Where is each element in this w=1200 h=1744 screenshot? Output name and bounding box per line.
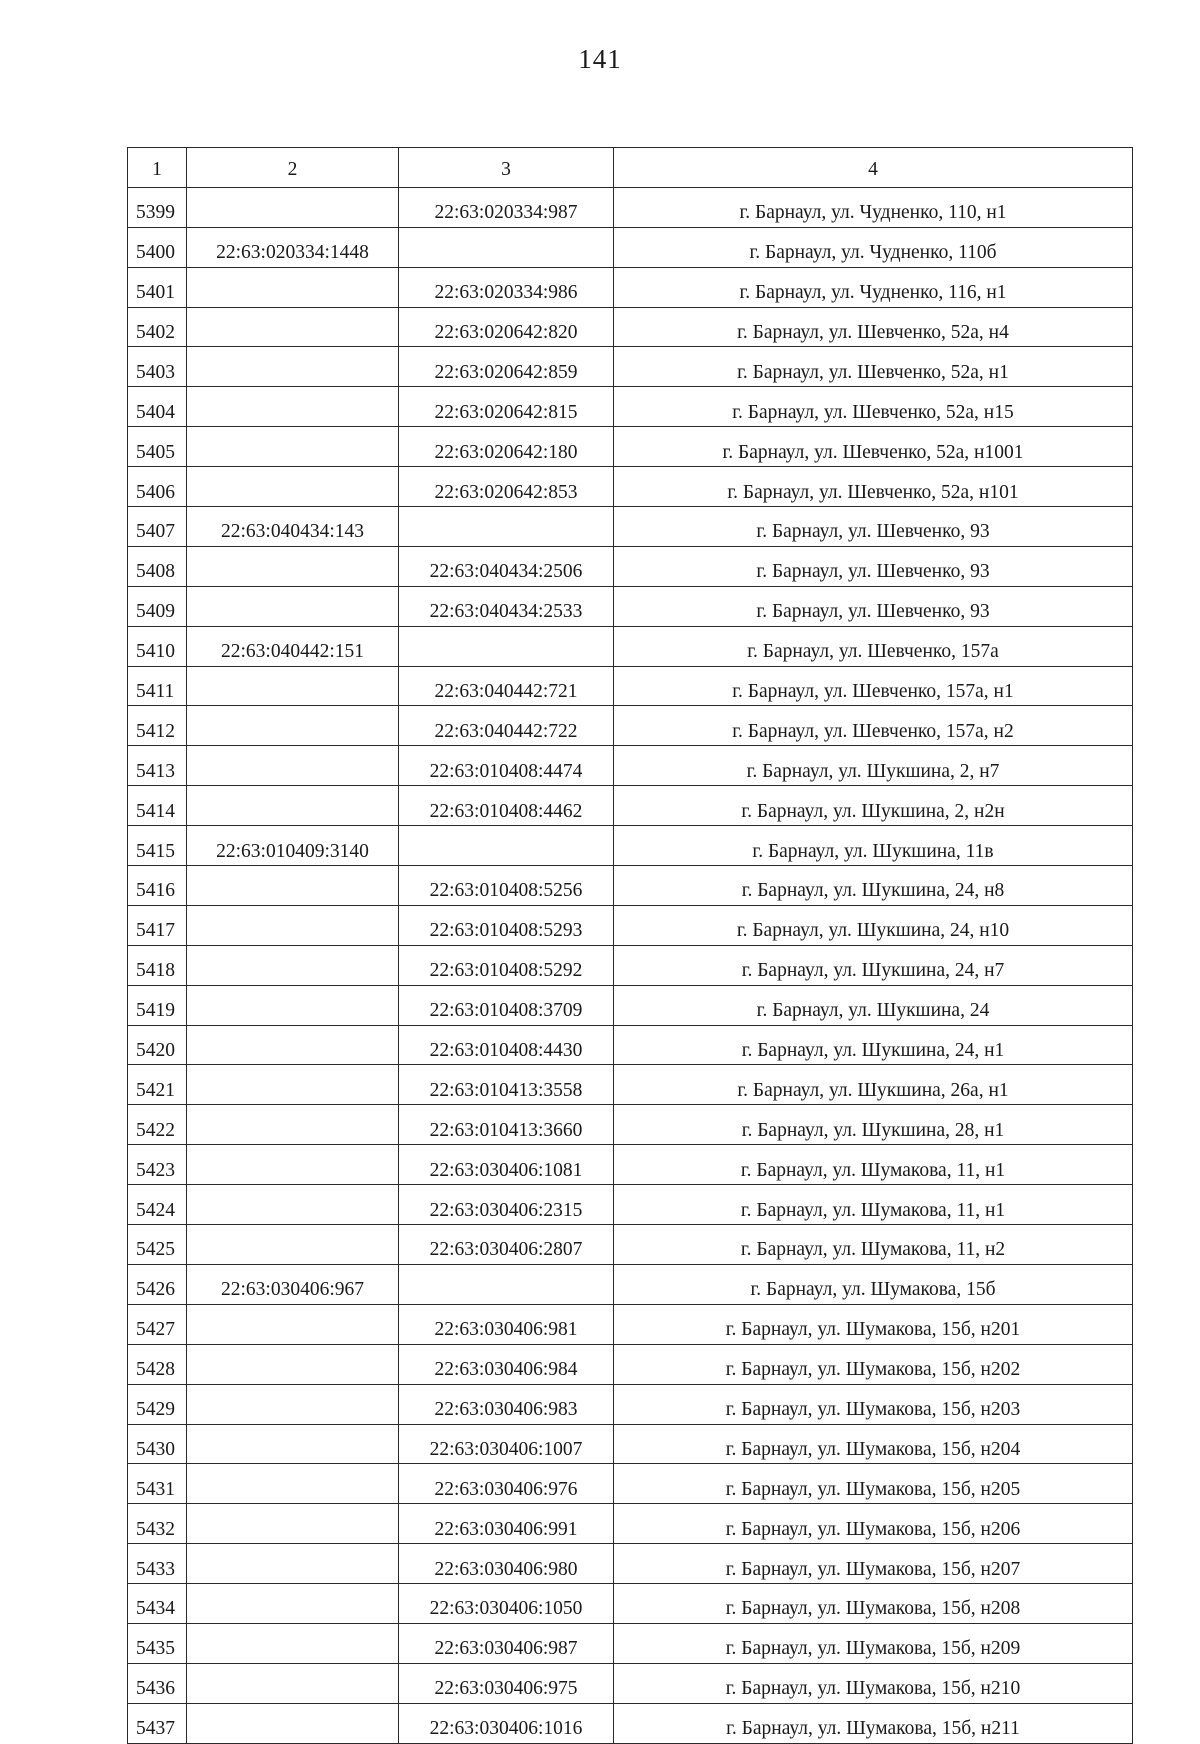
address-cell: г. Барнаул, ул. Шевченко, 93 bbox=[614, 586, 1133, 626]
table-row bbox=[128, 945, 1133, 985]
table-row bbox=[128, 1623, 1133, 1663]
table-row bbox=[128, 985, 1133, 1025]
row-number-cell: 5431 bbox=[128, 1464, 187, 1504]
address-cell: г. Барнаул, ул. Шумакова, 15б bbox=[614, 1264, 1133, 1304]
address-cell: г. Барнаул, ул. Шукшина, 2, н7 bbox=[614, 746, 1133, 786]
row-number-cell: 5411 bbox=[128, 666, 187, 706]
object-cadastral-number-cell: 22:63:010408:4474 bbox=[399, 746, 614, 786]
row-number-cell: 5418 bbox=[128, 945, 187, 985]
object-cadastral-number-cell: 22:63:010408:3709 bbox=[399, 985, 614, 1025]
row-number-cell: 5401 bbox=[128, 267, 187, 307]
parcel-cadastral-number-cell bbox=[187, 1304, 399, 1344]
table-row bbox=[128, 786, 1133, 826]
row-number-cell: 5414 bbox=[128, 786, 187, 826]
parcel-cadastral-number-cell bbox=[187, 1185, 399, 1225]
object-cadastral-number-cell: 22:63:030406:2807 bbox=[399, 1225, 614, 1265]
address-cell: г. Барнаул, ул. Чудненко, 116, н1 bbox=[614, 267, 1133, 307]
header-col-1: 1 bbox=[128, 148, 187, 188]
address-cell: г. Барнаул, ул. Шевченко, 157а, н2 bbox=[614, 706, 1133, 746]
object-cadastral-number-cell bbox=[399, 626, 614, 666]
registry-table-container bbox=[127, 147, 1132, 1744]
parcel-cadastral-number-cell: 22:63:040442:151 bbox=[187, 626, 399, 666]
row-number-cell: 5417 bbox=[128, 905, 187, 945]
row-number-cell: 5422 bbox=[128, 1105, 187, 1145]
address-cell: г. Барнаул, ул. Шукшина, 24 bbox=[614, 985, 1133, 1025]
row-number-cell: 5429 bbox=[128, 1384, 187, 1424]
address-cell: г. Барнаул, ул. Шумакова, 15б, н208 bbox=[614, 1584, 1133, 1624]
object-cadastral-number-cell: 22:63:030406:981 bbox=[399, 1304, 614, 1344]
header-col-2: 2 bbox=[187, 148, 399, 188]
parcel-cadastral-number-cell bbox=[187, 985, 399, 1025]
row-number-cell: 5406 bbox=[128, 467, 187, 507]
parcel-cadastral-number-cell bbox=[187, 1065, 399, 1105]
parcel-cadastral-number-cell bbox=[187, 866, 399, 906]
row-number-cell: 5412 bbox=[128, 706, 187, 746]
row-number-cell: 5425 bbox=[128, 1225, 187, 1265]
row-number-cell: 5413 bbox=[128, 746, 187, 786]
address-cell: г. Барнаул, ул. Шукшина, 24, н7 bbox=[614, 945, 1133, 985]
object-cadastral-number-cell: 22:63:030406:980 bbox=[399, 1544, 614, 1584]
row-number-cell: 5399 bbox=[128, 187, 187, 227]
table-row bbox=[128, 1504, 1133, 1544]
table-row bbox=[128, 347, 1133, 387]
object-cadastral-number-cell: 22:63:030406:987 bbox=[399, 1623, 614, 1663]
parcel-cadastral-number-cell: 22:63:020334:1448 bbox=[187, 227, 399, 267]
table-body bbox=[128, 187, 1133, 1743]
parcel-cadastral-number-cell bbox=[187, 706, 399, 746]
table-row bbox=[128, 1105, 1133, 1145]
table-row bbox=[128, 1225, 1133, 1265]
object-cadastral-number-cell: 22:63:020642:859 bbox=[399, 347, 614, 387]
table-row bbox=[128, 1264, 1133, 1304]
row-number-cell: 5433 bbox=[128, 1544, 187, 1584]
header-col-3: 3 bbox=[399, 148, 614, 188]
object-cadastral-number-cell: 22:63:010408:4462 bbox=[399, 786, 614, 826]
address-cell: г. Барнаул, ул. Шукшина, 11в bbox=[614, 826, 1133, 866]
table-row bbox=[128, 866, 1133, 906]
table-row bbox=[128, 427, 1133, 467]
parcel-cadastral-number-cell bbox=[187, 1424, 399, 1464]
row-number-cell: 5424 bbox=[128, 1185, 187, 1225]
object-cadastral-number-cell: 22:63:010408:5256 bbox=[399, 866, 614, 906]
parcel-cadastral-number-cell bbox=[187, 467, 399, 507]
parcel-cadastral-number-cell bbox=[187, 586, 399, 626]
table-row bbox=[128, 467, 1133, 507]
address-cell: г. Барнаул, ул. Шумакова, 15б, н204 bbox=[614, 1424, 1133, 1464]
parcel-cadastral-number-cell bbox=[187, 267, 399, 307]
parcel-cadastral-number-cell bbox=[187, 1145, 399, 1185]
table-row bbox=[128, 586, 1133, 626]
address-cell: г. Барнаул, ул. Шумакова, 15б, н203 bbox=[614, 1384, 1133, 1424]
table-row bbox=[128, 1185, 1133, 1225]
parcel-cadastral-number-cell bbox=[187, 1105, 399, 1145]
address-cell: г. Барнаул, ул. Шевченко, 52а, н15 bbox=[614, 387, 1133, 427]
row-number-cell: 5428 bbox=[128, 1344, 187, 1384]
object-cadastral-number-cell: 22:63:030406:1016 bbox=[399, 1703, 614, 1743]
address-cell: г. Барнаул, ул. Чудненко, 110б bbox=[614, 227, 1133, 267]
row-number-cell: 5404 bbox=[128, 387, 187, 427]
parcel-cadastral-number-cell bbox=[187, 387, 399, 427]
object-cadastral-number-cell bbox=[399, 1264, 614, 1304]
object-cadastral-number-cell: 22:63:020642:820 bbox=[399, 307, 614, 347]
address-cell: г. Барнаул, ул. Шумакова, 15б, н206 bbox=[614, 1504, 1133, 1544]
row-number-cell: 5430 bbox=[128, 1424, 187, 1464]
table-row bbox=[128, 546, 1133, 586]
address-cell: г. Барнаул, ул. Шукшина, 24, н8 bbox=[614, 866, 1133, 906]
parcel-cadastral-number-cell bbox=[187, 1384, 399, 1424]
parcel-cadastral-number-cell bbox=[187, 905, 399, 945]
row-number-cell: 5405 bbox=[128, 427, 187, 467]
row-number-cell: 5410 bbox=[128, 626, 187, 666]
row-number-cell: 5403 bbox=[128, 347, 187, 387]
table-row bbox=[128, 666, 1133, 706]
row-number-cell: 5402 bbox=[128, 307, 187, 347]
table-row bbox=[128, 187, 1133, 227]
address-cell: г. Барнаул, ул. Шукшина, 28, н1 bbox=[614, 1105, 1133, 1145]
table-row bbox=[128, 1384, 1133, 1424]
row-number-cell: 5437 bbox=[128, 1703, 187, 1743]
address-cell: г. Барнаул, ул. Шумакова, 15б, н207 bbox=[614, 1544, 1133, 1584]
row-number-cell: 5426 bbox=[128, 1264, 187, 1304]
object-cadastral-number-cell: 22:63:010413:3558 bbox=[399, 1065, 614, 1105]
row-number-cell: 5420 bbox=[128, 1025, 187, 1065]
object-cadastral-number-cell: 22:63:040434:2533 bbox=[399, 586, 614, 626]
parcel-cadastral-number-cell bbox=[187, 546, 399, 586]
page-number: 141 bbox=[578, 44, 622, 74]
object-cadastral-number-cell: 22:63:040442:722 bbox=[399, 706, 614, 746]
object-cadastral-number-cell: 22:63:030406:1007 bbox=[399, 1424, 614, 1464]
parcel-cadastral-number-cell bbox=[187, 1544, 399, 1584]
row-number-cell: 5436 bbox=[128, 1663, 187, 1703]
object-cadastral-number-cell: 22:63:030406:1081 bbox=[399, 1145, 614, 1185]
table-row bbox=[128, 1304, 1133, 1344]
object-cadastral-number-cell: 22:63:020334:987 bbox=[399, 187, 614, 227]
parcel-cadastral-number-cell bbox=[187, 1504, 399, 1544]
parcel-cadastral-number-cell bbox=[187, 1703, 399, 1743]
address-cell: г. Барнаул, ул. Шевченко, 93 bbox=[614, 507, 1133, 547]
table-header-row bbox=[128, 148, 1133, 188]
row-number-cell: 5416 bbox=[128, 866, 187, 906]
address-cell: г. Барнаул, ул. Шумакова, 11, н1 bbox=[614, 1185, 1133, 1225]
table-row bbox=[128, 1703, 1133, 1743]
object-cadastral-number-cell: 22:63:040442:721 bbox=[399, 666, 614, 706]
row-number-cell: 5423 bbox=[128, 1145, 187, 1185]
table-row bbox=[128, 1145, 1133, 1185]
registry-table bbox=[127, 147, 1133, 1744]
table-row bbox=[128, 507, 1133, 547]
object-cadastral-number-cell: 22:63:030406:991 bbox=[399, 1504, 614, 1544]
row-number-cell: 5408 bbox=[128, 546, 187, 586]
table-row bbox=[128, 1025, 1133, 1065]
parcel-cadastral-number-cell: 22:63:030406:967 bbox=[187, 1264, 399, 1304]
object-cadastral-number-cell: 22:63:010408:5292 bbox=[399, 945, 614, 985]
row-number-cell: 5409 bbox=[128, 586, 187, 626]
parcel-cadastral-number-cell bbox=[187, 945, 399, 985]
object-cadastral-number-cell: 22:63:030406:1050 bbox=[399, 1584, 614, 1624]
address-cell: г. Барнаул, ул. Шумакова, 15б, н201 bbox=[614, 1304, 1133, 1344]
table-row bbox=[128, 1544, 1133, 1584]
object-cadastral-number-cell: 22:63:010413:3660 bbox=[399, 1105, 614, 1145]
object-cadastral-number-cell: 22:63:020642:180 bbox=[399, 427, 614, 467]
parcel-cadastral-number-cell bbox=[187, 746, 399, 786]
table-row bbox=[128, 826, 1133, 866]
address-cell: г. Барнаул, ул. Шумакова, 15б, н209 bbox=[614, 1623, 1133, 1663]
object-cadastral-number-cell bbox=[399, 507, 614, 547]
address-cell: г. Барнаул, ул. Шумакова, 11, н1 bbox=[614, 1145, 1133, 1185]
table-row bbox=[128, 1065, 1133, 1105]
table-row bbox=[128, 1584, 1133, 1624]
table-row bbox=[128, 1663, 1133, 1703]
parcel-cadastral-number-cell: 22:63:010409:3140 bbox=[187, 826, 399, 866]
row-number-cell: 5434 bbox=[128, 1584, 187, 1624]
address-cell: г. Барнаул, ул. Шевченко, 52а, н1 bbox=[614, 347, 1133, 387]
object-cadastral-number-cell: 22:63:020642:815 bbox=[399, 387, 614, 427]
parcel-cadastral-number-cell bbox=[187, 786, 399, 826]
table-row bbox=[128, 1424, 1133, 1464]
object-cadastral-number-cell: 22:63:030406:2315 bbox=[399, 1185, 614, 1225]
table-row bbox=[128, 706, 1133, 746]
row-number-cell: 5419 bbox=[128, 985, 187, 1025]
header-col-4: 4 bbox=[614, 148, 1133, 188]
parcel-cadastral-number-cell bbox=[187, 1623, 399, 1663]
object-cadastral-number-cell: 22:63:020642:853 bbox=[399, 467, 614, 507]
row-number-cell: 5432 bbox=[128, 1504, 187, 1544]
parcel-cadastral-number-cell bbox=[187, 427, 399, 467]
table-row bbox=[128, 227, 1133, 267]
address-cell: г. Барнаул, ул. Шумакова, 15б, н211 bbox=[614, 1703, 1133, 1743]
object-cadastral-number-cell: 22:63:030406:984 bbox=[399, 1344, 614, 1384]
parcel-cadastral-number-cell bbox=[187, 307, 399, 347]
table-row bbox=[128, 746, 1133, 786]
address-cell: г. Барнаул, ул. Шевченко, 157а bbox=[614, 626, 1133, 666]
address-cell: г. Барнаул, ул. Шевченко, 52а, н1001 bbox=[614, 427, 1133, 467]
address-cell: г. Барнаул, ул. Шумакова, 15б, н202 bbox=[614, 1344, 1133, 1384]
parcel-cadastral-number-cell bbox=[187, 1344, 399, 1384]
row-number-cell: 5435 bbox=[128, 1623, 187, 1663]
address-cell: г. Барнаул, ул. Шумакова, 15б, н205 bbox=[614, 1464, 1133, 1504]
object-cadastral-number-cell: 22:63:030406:976 bbox=[399, 1464, 614, 1504]
row-number-cell: 5427 bbox=[128, 1304, 187, 1344]
row-number-cell: 5421 bbox=[128, 1065, 187, 1105]
object-cadastral-number-cell: 22:63:010408:5293 bbox=[399, 905, 614, 945]
row-number-cell: 5407 bbox=[128, 507, 187, 547]
row-number-cell: 5400 bbox=[128, 227, 187, 267]
address-cell: г. Барнаул, ул. Шукшина, 24, н1 bbox=[614, 1025, 1133, 1065]
address-cell: г. Барнаул, ул. Шумакова, 11, н2 bbox=[614, 1225, 1133, 1265]
parcel-cadastral-number-cell bbox=[187, 1225, 399, 1265]
address-cell: г. Барнаул, ул. Чудненко, 110, н1 bbox=[614, 187, 1133, 227]
address-cell: г. Барнаул, ул. Шевченко, 93 bbox=[614, 546, 1133, 586]
parcel-cadastral-number-cell bbox=[187, 187, 399, 227]
address-cell: г. Барнаул, ул. Шевченко, 52а, н101 bbox=[614, 467, 1133, 507]
table-row bbox=[128, 1344, 1133, 1384]
table-row bbox=[128, 905, 1133, 945]
address-cell: г. Барнаул, ул. Шукшина, 2, н2н bbox=[614, 786, 1133, 826]
parcel-cadastral-number-cell bbox=[187, 1584, 399, 1624]
address-cell: г. Барнаул, ул. Шукшина, 24, н10 bbox=[614, 905, 1133, 945]
address-cell: г. Барнаул, ул. Шукшина, 26а, н1 bbox=[614, 1065, 1133, 1105]
object-cadastral-number-cell: 22:63:010408:4430 bbox=[399, 1025, 614, 1065]
table-row bbox=[128, 1464, 1133, 1504]
table-row bbox=[128, 307, 1133, 347]
parcel-cadastral-number-cell bbox=[187, 1025, 399, 1065]
parcel-cadastral-number-cell: 22:63:040434:143 bbox=[187, 507, 399, 547]
object-cadastral-number-cell bbox=[399, 227, 614, 267]
row-number-cell: 5415 bbox=[128, 826, 187, 866]
object-cadastral-number-cell: 22:63:030406:983 bbox=[399, 1384, 614, 1424]
table-row bbox=[128, 387, 1133, 427]
object-cadastral-number-cell bbox=[399, 826, 614, 866]
parcel-cadastral-number-cell bbox=[187, 1464, 399, 1504]
parcel-cadastral-number-cell bbox=[187, 1663, 399, 1703]
parcel-cadastral-number-cell bbox=[187, 347, 399, 387]
table-row bbox=[128, 267, 1133, 307]
object-cadastral-number-cell: 22:63:020334:986 bbox=[399, 267, 614, 307]
object-cadastral-number-cell: 22:63:030406:975 bbox=[399, 1663, 614, 1703]
address-cell: г. Барнаул, ул. Шевченко, 157а, н1 bbox=[614, 666, 1133, 706]
object-cadastral-number-cell: 22:63:040434:2506 bbox=[399, 546, 614, 586]
address-cell: г. Барнаул, ул. Шевченко, 52а, н4 bbox=[614, 307, 1133, 347]
address-cell: г. Барнаул, ул. Шумакова, 15б, н210 bbox=[614, 1663, 1133, 1703]
table-row bbox=[128, 626, 1133, 666]
parcel-cadastral-number-cell bbox=[187, 666, 399, 706]
